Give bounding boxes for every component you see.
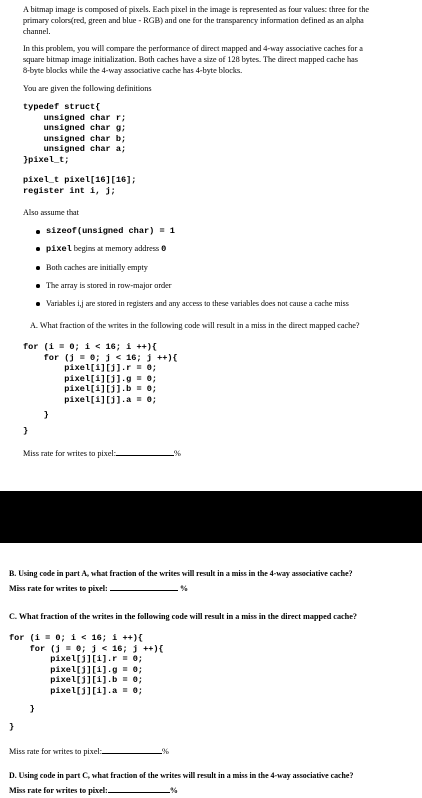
part-b-answer-label: Miss rate for writes to pixel: (9, 584, 108, 593)
part-a-code-line: for (i = 0; i < 16; i ++){ (23, 342, 158, 352)
problem-line-2: square bitmap image initialization. Both caches have a size of 128 bytes. The direct mapped cache has (23, 55, 358, 64)
part-c-code-line: pixel[j][i].b = 0; (9, 675, 144, 686)
part-c-code-line: pixel[j][i].a = 0; (9, 686, 144, 696)
address-zero: 0 (161, 244, 167, 254)
intro-line-2: primary colors(red, green and blue - RGB) and one for the transparency information defined as an alpha (23, 16, 364, 25)
part-c-code-line: pixel[j][i].g = 0; (9, 664, 144, 675)
part-a-code-line: pixel[i][j].g = 0; (23, 373, 158, 384)
part-a-answer-label: Miss rate for writes to pixel: (23, 449, 117, 458)
part-c-code-line: for (j = 0; j < 16; j ++){ (9, 643, 164, 654)
part-c-code-line: } (9, 704, 35, 714)
part-b-answer-line (9, 583, 188, 594)
part-c-code-line: for (i = 0; i < 16; i ++){ (9, 633, 144, 643)
bullet-dot (36, 284, 40, 288)
struct-code-line: unsigned char b; (23, 133, 127, 144)
part-d-answer-blank[interactable] (108, 785, 170, 793)
part-d-question: D. Using code in part C, what fraction of the writes will result in a miss in the 4-way associative cache? (9, 771, 354, 780)
decl-code-line: register int i, j; (23, 186, 116, 196)
bullet-dot (36, 266, 40, 270)
bullet-dot (36, 302, 40, 306)
part-c-question: C. What fraction of the writes in the following code will result in a miss in the direct mapped cache? (9, 612, 357, 621)
bullet-item-empty: Both caches are initially empty (46, 263, 148, 272)
bullet-item-row-major: The array is stored in row-major order (46, 281, 172, 290)
part-a-code-line: pixel[i][j].b = 0; (23, 384, 158, 395)
part-a-answer-blank[interactable] (116, 448, 174, 456)
bullet-item-registers: Variables i,j are stored in registers and any access to these variables does not cause a cache miss (46, 299, 349, 308)
problem-line-1: In this problem, you will compare the performance of direct mapped and 4-way associative caches for a (23, 44, 363, 53)
given-definitions: You are given the following definitions (23, 84, 152, 93)
part-a-answer-line (23, 448, 181, 459)
struct-code-line: unsigned char g; (23, 123, 127, 134)
intro-line-3: channel. (23, 27, 51, 36)
part-a-code-line: pixel[i][j].a = 0; (23, 395, 158, 405)
bullet-dot (36, 247, 40, 251)
part-a-code-line: for (j = 0; j < 16; j ++){ (23, 352, 178, 363)
part-c-code-line: } (9, 722, 15, 732)
assume-heading: Also assume that (23, 208, 79, 217)
problem-line-3: 8-byte blocks while the 4-way associative cache has 4-byte blocks. (23, 66, 243, 75)
bullet-dot (36, 230, 40, 234)
part-a-question: A. What fraction of the writes in the following code will result in a miss in the direct mapped cache? (30, 321, 360, 330)
part-c-answer-line (9, 746, 169, 757)
intro-line-1: A bitmap image is composed of pixels. Each pixel in the image is represented as four values: three for the (23, 5, 370, 14)
struct-code-line: typedef struct{ (23, 102, 101, 112)
part-a-code-line: } (23, 410, 49, 420)
page-2 (0, 543, 422, 798)
struct-code-line: unsigned char a; (23, 144, 127, 155)
part-c-answer-label: Miss rate for writes to pixel: (9, 747, 103, 756)
part-b-answer-blank[interactable] (110, 583, 178, 591)
percent-sign: % (174, 449, 181, 458)
struct-code-line: unsigned char r; (23, 112, 127, 123)
part-c-answer-blank[interactable] (102, 746, 162, 754)
percent-sign: % (179, 584, 189, 593)
struct-code-line: }pixel_t; (23, 155, 70, 165)
pixel-code-word: pixel (46, 244, 72, 254)
part-d-answer-line (9, 785, 178, 796)
part-a-code-line: } (23, 426, 29, 436)
part-d-answer-label: Miss rate for writes to pixel: (9, 786, 108, 795)
part-b-question: B. Using code in part A, what fraction of the writes will result in a miss in the 4-way associative cache? (9, 569, 353, 578)
percent-sign: % (169, 786, 178, 795)
bullet-item-address: pixel begins at memory address 0 (46, 244, 167, 254)
bullet-item-sizeof: sizeof(unsigned char) = 1 (46, 226, 175, 236)
part-a-code-line: pixel[i][j].r = 0; (23, 363, 158, 374)
page-divider-band (0, 491, 422, 543)
percent-sign: % (162, 747, 169, 756)
part-c-code-line: pixel[j][i].r = 0; (9, 654, 144, 665)
decl-code-line: pixel_t pixel[16][16]; (23, 175, 137, 185)
